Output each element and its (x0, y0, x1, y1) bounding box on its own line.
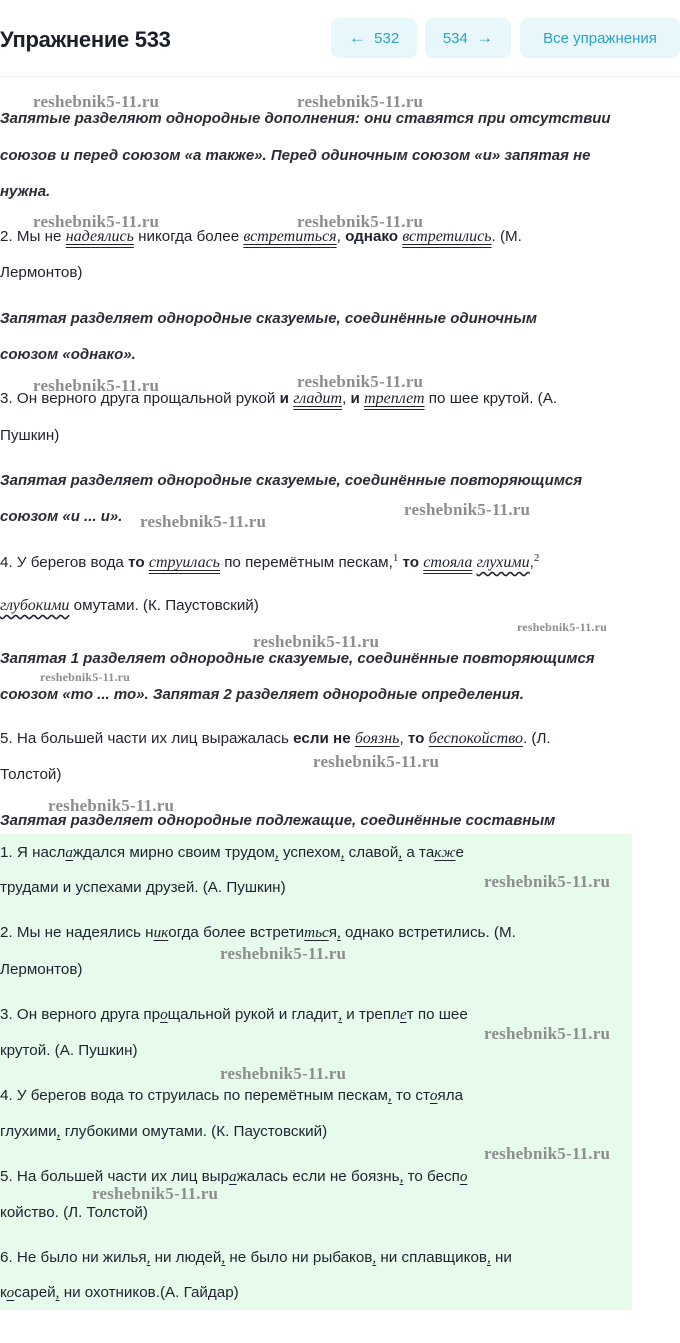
s3-end: по шее крутой. (А. (424, 390, 558, 407)
all-exercises-button[interactable] (520, 18, 680, 58)
marked-letter: а (65, 844, 73, 861)
sentence-2-line-2: Лермонтов) (0, 264, 83, 281)
watermark: reshebnik5-11.ru (48, 796, 175, 815)
answer-2-line-2: Лермонтов) (0, 961, 83, 978)
text-fragment: ни (490, 1249, 512, 1266)
prev-exercise-button[interactable] (331, 18, 417, 58)
marked-letter: , (146, 1249, 151, 1266)
watermark: reshebnik5-11.ru (33, 376, 160, 395)
s3-conj-1: и (279, 390, 289, 407)
s4-mid: по перемётным пескам, (219, 554, 393, 572)
text-fragment: однако встретились. (М. (340, 924, 516, 941)
marked-letter: е (399, 1006, 407, 1023)
watermark: reshebnik5-11.ru (33, 92, 160, 111)
s5-conj-2: то (407, 730, 425, 747)
s5-conj-1: если не (293, 730, 351, 747)
text-fragment: не было ни рыбаков (225, 1249, 373, 1266)
answer-4-line-1 (0, 1087, 463, 1105)
note-3-line-1: Запятая разделяет однородные сказуемые, соединённые повторяющимся (0, 472, 583, 489)
marked-letter: о (160, 1006, 168, 1023)
marked-letter: о (6, 1284, 15, 1301)
watermark: reshebnik5-11.ru (92, 1184, 219, 1203)
comma-number-1: 1 (392, 552, 399, 564)
s3-conj-2: и (350, 390, 360, 407)
text-fragment: е (455, 844, 464, 861)
answer-3-line-1 (0, 1006, 468, 1024)
note-1-line-3: нужна. (0, 183, 51, 200)
s4-predicate-1: струилась (148, 554, 220, 572)
sentence-5-line-1: 5. На большей части их лиц выражалась если не боязнь, то беспокойство. (Л. (0, 730, 551, 747)
s4-conj-2: то (402, 554, 420, 572)
all-exercises-label: Все упражнения (543, 29, 657, 47)
text-fragment: 2. Мы не надеялись н (0, 924, 154, 941)
text-fragment: глубокими омутами. (К. Паустовский) (60, 1123, 328, 1140)
s4-predicate-2: стояла (423, 554, 473, 572)
note-5-line-1: Запятая разделяет однородные подлежащие, соединённые составным (0, 812, 556, 829)
text-fragment: то бесп (403, 1168, 460, 1185)
sentence-2-line-1: 2. Мы не надеялись никогда более встретиться, однако встретились. (М. (0, 228, 522, 245)
marked-letter: , (221, 1249, 226, 1266)
watermark: reshebnik5-11.ru (253, 632, 380, 651)
s3-predicate-2: треплет (364, 390, 425, 407)
marked-letter: , (274, 844, 279, 861)
text-fragment: глухими (0, 1123, 57, 1140)
marked-letter: , (55, 1284, 60, 1301)
sentence-4-line-2 (0, 597, 259, 615)
watermark: reshebnik5-11.ru (484, 1024, 611, 1043)
s2-predicate-1: надеялись (65, 228, 134, 245)
watermark: reshebnik5-11.ru (484, 1144, 611, 1163)
answer-4-line-2 (0, 1123, 327, 1141)
page-title: Упражнение 533 (0, 27, 171, 52)
answer-1-line-2: трудами и успехами друзей. (А. Пушкин) (0, 879, 286, 896)
note-3-line-2: союзом «и ... и». (0, 508, 123, 525)
s4-attribute-2: глубокими (0, 597, 70, 614)
text-fragment: ждался мирно своим трудом (72, 844, 275, 861)
s2-predicate-3: встретились (402, 228, 492, 245)
watermark: reshebnik5-11.ru (220, 944, 347, 963)
text-fragment: огда более встрети (168, 924, 305, 941)
s5-subject-1: боязнь (354, 730, 400, 747)
text-fragment: яла (437, 1087, 464, 1104)
s2-conjunction: однако (345, 228, 399, 245)
text-fragment: ни людей (150, 1249, 222, 1266)
answer-5-line-1 (0, 1168, 467, 1186)
text-fragment: т по шее (406, 1006, 468, 1023)
watermark: reshebnik5-11.ru (517, 620, 607, 634)
text-fragment: 1. Я насл (0, 844, 66, 861)
next-exercise-label: 534 (442, 29, 468, 47)
marked-letter: , (398, 844, 403, 861)
text-fragment: ни охотников.(А. Гайдар) (59, 1284, 239, 1301)
s4-attribute-1: глухими (476, 554, 530, 572)
marked-letter: о (459, 1168, 468, 1185)
answer-2-line-1 (0, 924, 516, 942)
s2-predicate-2: встретиться (243, 228, 337, 245)
watermark: reshebnik5-11.ru (140, 512, 267, 531)
s2-mid: никогда более (133, 228, 244, 245)
marked-letter: а (229, 1168, 237, 1185)
text-fragment: 3. Он верного друга пр (0, 1006, 161, 1023)
marked-letter: кж (434, 844, 456, 861)
s2-end: . (М. (491, 228, 522, 245)
watermark: reshebnik5-11.ru (484, 872, 611, 891)
s3-prefix: 3. Он верного друга прощальной рукой (0, 390, 280, 407)
marked-letter: , (340, 844, 345, 861)
answer-5-line-2: койство. (Л. Толстой) (0, 1204, 148, 1221)
s5-subject-2: беспокойство (428, 730, 523, 747)
note-4-line-1: Запятая 1 разделяет однородные сказуемые, соединённые повторяющимся (0, 650, 595, 667)
answer-6-line-1 (0, 1249, 512, 1267)
marked-letter: , (387, 1087, 392, 1104)
s5-prefix: 5. На большей части их лиц выражалась (0, 730, 294, 747)
text-fragment: к (0, 1284, 7, 1301)
text-fragment: жалась если не боязнь (236, 1168, 400, 1185)
watermark: reshebnik5-11.ru (33, 212, 160, 231)
text-fragment: а та (402, 844, 435, 861)
note-1-line-2: союзов и перед союзом «а также». Перед одиночным союзом «и» запятая не (0, 147, 591, 164)
text-fragment: 4. У берегов вода то струилась по перемётным пескам (0, 1087, 388, 1104)
text-fragment: 5. На большей части их лиц выр (0, 1168, 230, 1185)
answer-1-line-1 (0, 844, 464, 862)
watermark: reshebnik5-11.ru (297, 212, 424, 231)
text-fragment: щальной рукой и гладит (167, 1006, 339, 1023)
text-fragment: то ст (391, 1087, 430, 1104)
sentence-3-line-1: 3. Он верного друга прощальной рукой и гладит, и треплет по шее крутой. (А. (0, 390, 558, 407)
marked-letter: , (372, 1249, 377, 1266)
s4-conj-1: то (128, 554, 145, 572)
sentence-4-line-1: 4. У берегов вода то струилась по перемётным пескам,$^1$ то стояла глухими,$^2$ (0, 552, 540, 572)
marked-letter: ик (153, 924, 169, 941)
watermark: reshebnik5-11.ru (220, 1064, 347, 1083)
next-exercise-button[interactable] (425, 18, 511, 58)
s4-prefix: 4. У берегов вода (0, 554, 129, 572)
marked-letter: , (56, 1123, 61, 1140)
marked-letter: , (399, 1168, 404, 1185)
header-bar (0, 0, 680, 77)
marked-letter: о (429, 1087, 438, 1104)
arrow-right-icon: → (476, 28, 494, 47)
text-fragment: ни сплавщиков (376, 1249, 487, 1266)
watermark: reshebnik5-11.ru (40, 670, 130, 684)
note-2-line-2: союзом «однако». (0, 346, 136, 363)
text-fragment: и трепл (342, 1006, 400, 1023)
note-1-line-1: Запятые разделяют однородные дополнения: они ставятся при отсутствии (0, 110, 611, 127)
answer-6-line-2 (0, 1284, 239, 1302)
comma-number-2: 2 (533, 552, 540, 564)
watermark: reshebnik5-11.ru (297, 92, 424, 111)
note-4-line-2: союзом «то ... то». Запятая 2 разделяет однородные определения. (0, 686, 524, 703)
note-2-line-1: Запятая разделяет однородные сказуемые, соединённые одиночным (0, 310, 537, 327)
answer-3-line-2: крутой. (А. Пушкин) (0, 1042, 138, 1059)
text-fragment: 6. Не было ни жилья (0, 1249, 147, 1266)
watermark: reshebnik5-11.ru (313, 752, 440, 771)
watermark: reshebnik5-11.ru (297, 372, 424, 391)
marked-letter: , (338, 1006, 343, 1023)
sentence-3-line-2: Пушкин) (0, 427, 60, 444)
watermark: reshebnik5-11.ru (404, 500, 531, 519)
s4-end: омутами. (К. Паустовский) (69, 597, 259, 614)
text-fragment: сарей (14, 1284, 56, 1301)
sentence-5-line-2: Толстой) (0, 766, 62, 783)
text-fragment: успехом (278, 844, 341, 861)
arrow-left-icon: ← (348, 28, 366, 47)
text-fragment: я (328, 924, 338, 941)
s3-predicate-1: гладит (293, 390, 343, 407)
marked-letter: , (487, 1249, 491, 1266)
marked-letter: , (337, 924, 341, 941)
marked-letter: тьс (304, 924, 329, 941)
text-fragment: славой (344, 844, 399, 861)
prev-exercise-label: 532 (374, 29, 400, 47)
s2-prefix: 2. Мы не (0, 228, 66, 245)
s5-end: . (Л. (522, 730, 551, 747)
